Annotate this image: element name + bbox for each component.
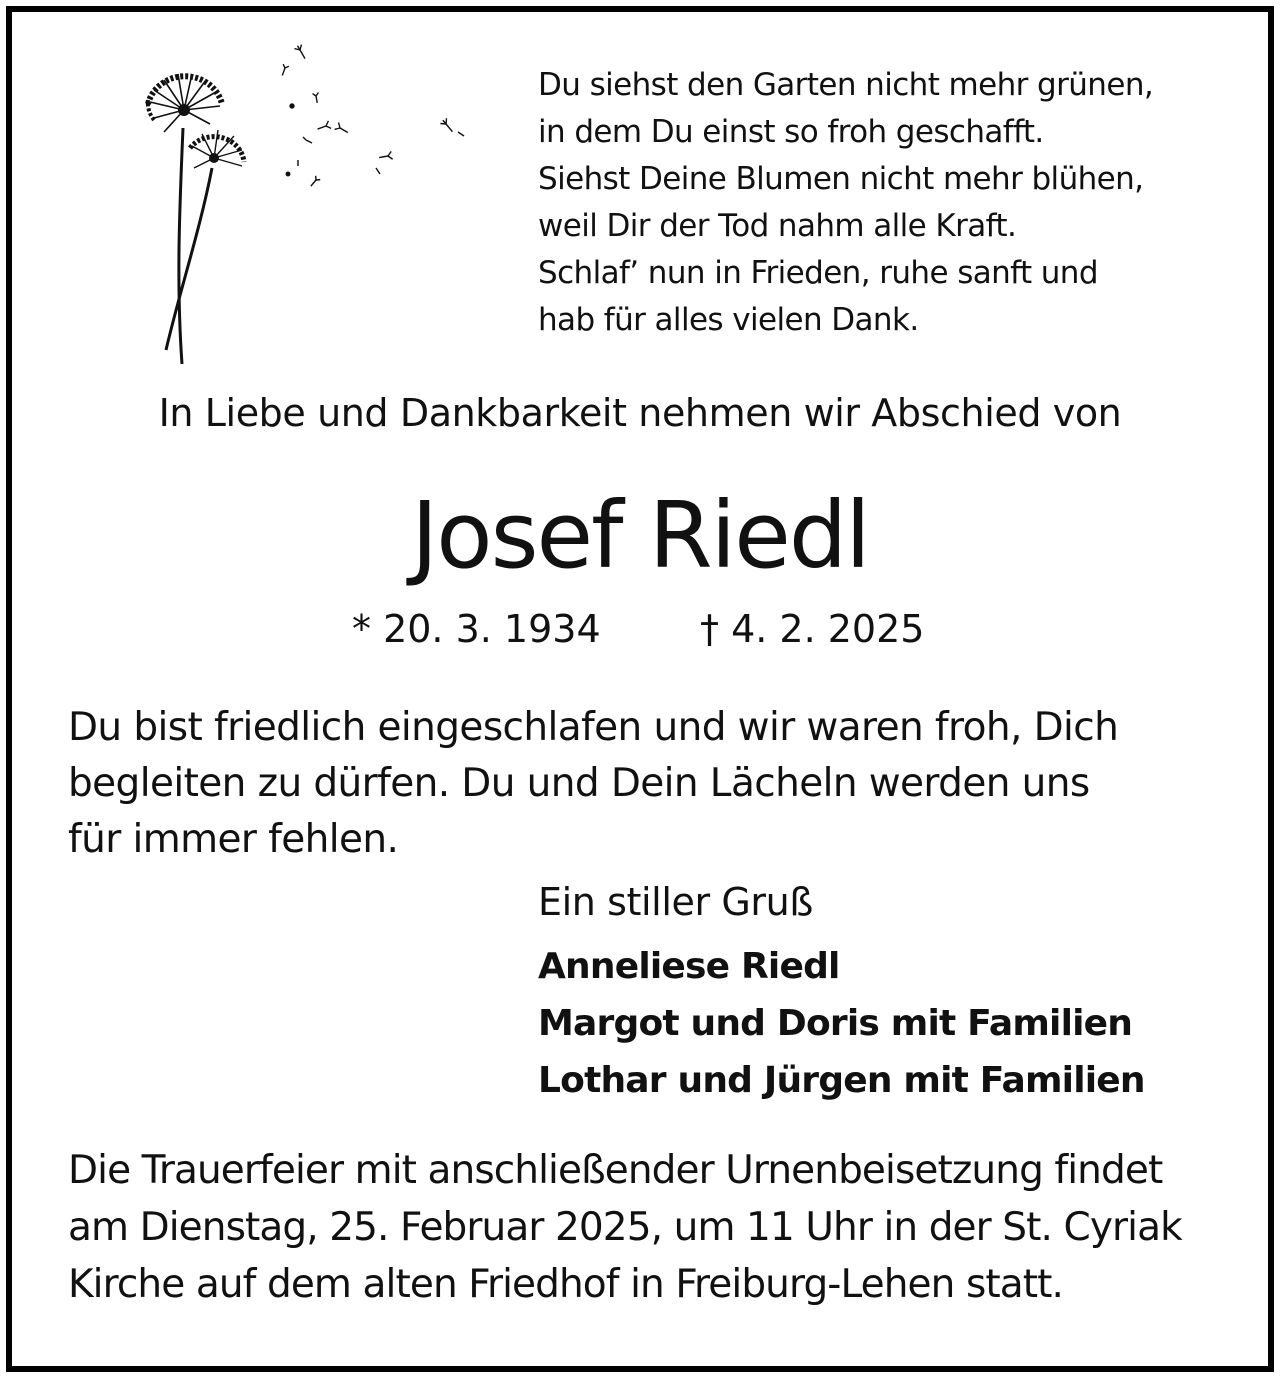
poem-line: Schlaf’ nun in Frieden, ruhe sanft und [538,255,1098,291]
farewell-line: Du bist friedlich eingeschlafen und wir waren froh, Dich [68,705,1119,750]
service-line: Kirche auf dem alten Friedhof in Freiburg-Lehen statt. [68,1262,1064,1307]
service-line: am Dienstag, 25. Februar 2025, um 11 Uhr in der St. Cyriak [68,1205,1182,1250]
farewell-line: für immer fehlen. [68,817,399,862]
poem-line: Du siehst den Garten nicht mehr grünen, [538,67,1154,103]
poem-line: in dem Du einst so froh geschafft. [538,114,1044,150]
birth-date: * 20. 3. 1934 [352,607,601,651]
service-info [68,1142,1212,1313]
poem-line: weil Dir der Tod nahm alle Kraft. [538,208,1017,244]
mourner-name: Margot und Doris mit Familien [538,1003,1133,1044]
intro-text: In Liebe und Dankbarkeit nehmen wir Abschied von [158,391,1122,435]
mourners-list [538,938,1145,1109]
farewell-line: begleiten zu dürfen. Du und Dein Lächeln werden uns [68,761,1090,806]
death-date: † 4. 2. 2025 [700,607,925,651]
greeting: Ein stiller Gruß [538,880,813,924]
mourner-name: Lothar und Jürgen mit Familien [538,1060,1145,1101]
poem [538,62,1218,344]
poem-line: Siehst Deine Blumen nicht mehr blühen, [538,161,1144,197]
farewell-text [68,700,1212,868]
service-line: Die Trauerfeier mit anschließender Urnenbeisetzung findet [68,1148,1163,1193]
mourner-name: Anneliese Riedl [538,946,840,987]
poem-line: hab für alles vielen Dank. [538,302,919,338]
deceased-name: Josef Riedl [411,482,869,589]
dandelion-icon [140,40,480,370]
